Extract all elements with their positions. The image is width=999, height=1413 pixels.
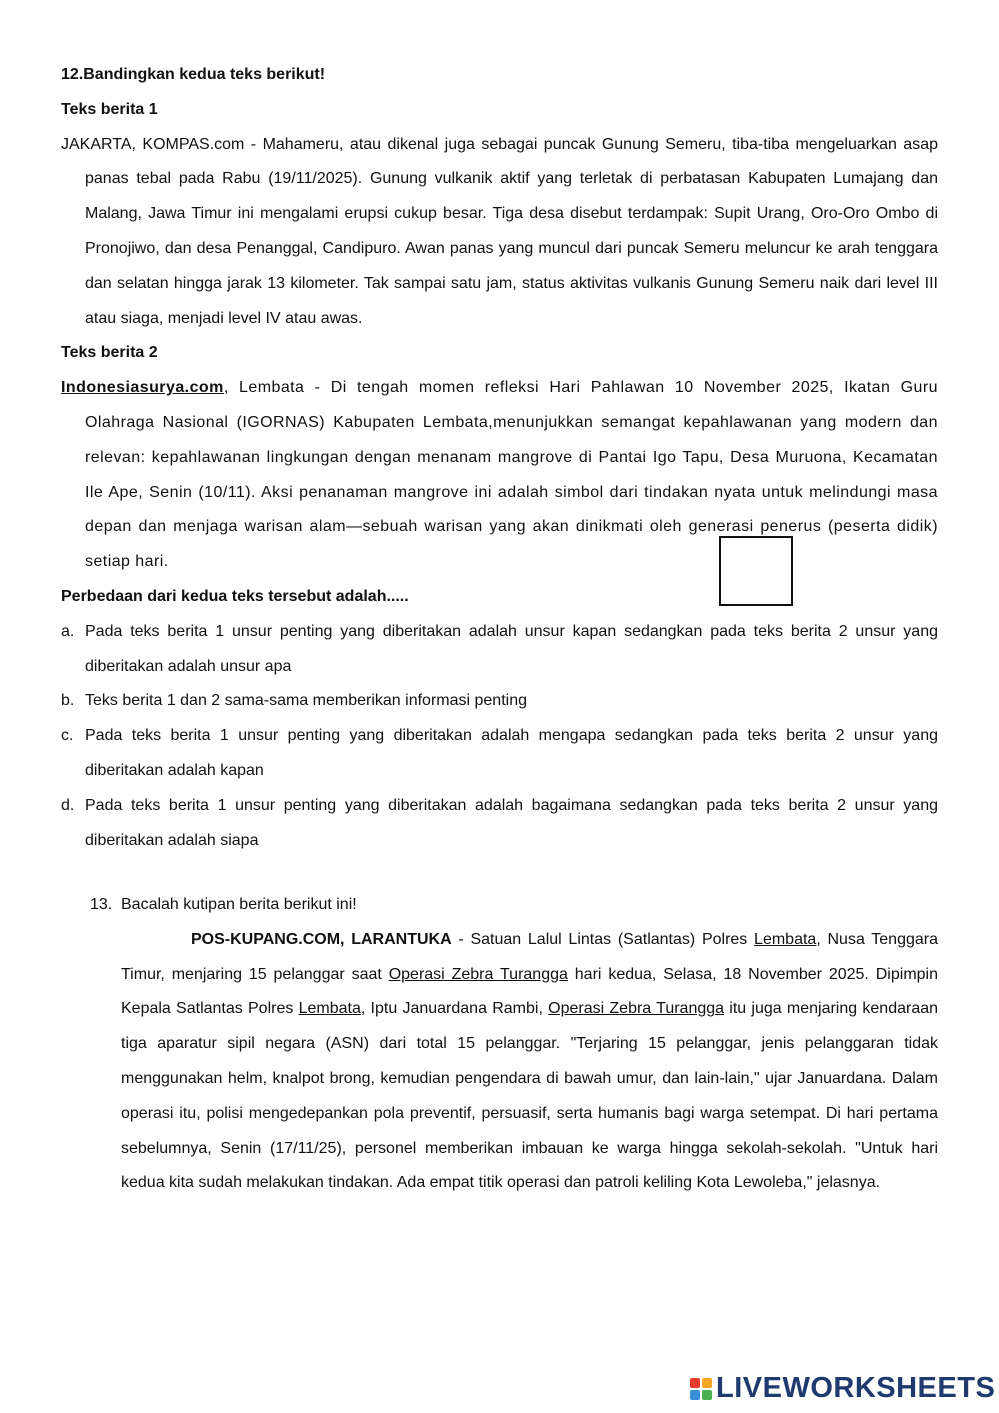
news-excerpt-part-5: itu juga menjaring kendaraan tiga aparatur sipil negara (ASN) dari total 15 pelanggar. "Terjaring 15 pelanggar, jenis pelanggaran tidak menggunakan helm, knalpot brong, kemudian pengendara di bawah umur, dan lain-lain," ujar Januardana. Dalam operasi itu, polisi mengedepankan pola preventif, persuasif, serta humanis bagi warga setempat. Di hari pertama sebelumnya, Senin (17/11/25), personel memberikan imbauan ke warga hingga sekolah-sekolah. "Untuk hari kedua kita sudah melakukan tindakan. Ada empat titik operasi dan patroli keliling Kota Lewoleba," jelasnya. bbox=[121, 1000, 939, 1192]
option-d-letter: d. bbox=[61, 796, 75, 814]
option-d bbox=[61, 789, 938, 859]
question-12-prompt: Perbedaan dari kedua teks tersebut adalah..... bbox=[61, 587, 409, 605]
news-text-2-content: , Lembata - Di tengah momen refleksi Hari Pahlawan 10 November 2025, Ikatan Guru Olahraga Nasional (IGORNAS) Kabupaten Lembata,menunjukkan semangat kepahlawanan yang modern dan relevan: kepahlawanan lingkungan dengan menanam mangrove di Pantai Igo Tapu, Desa Muruona, Kecamatan Ile Ape, Senin (10/11). Aksi penanaman mangrove ini adalah simbol dari tindakan nyata untuk melindungi masa depan dan menjaga warisan alam—sebuah warisan yang akan dinikmati oleh generasi penerus (peserta didik) setiap hari. bbox=[85, 379, 938, 571]
news-excerpt-part-3: hari kedua, Selasa, 18 November 2025. Dipimpin Kepala Satlantas Polres bbox=[121, 965, 938, 1018]
question-12-options bbox=[61, 615, 938, 859]
option-c-text: Pada teks berita 1 unsur penting yang diberitakan adalah mengapa sedangkan pada teks berita 2 unsur yang diberitakan adalah kapan bbox=[85, 727, 938, 779]
option-d-text: Pada teks berita 1 unsur penting yang diberitakan adalah bagaimana sedangkan pada teks berita 2 unsur yang diberitakan adalah siapa bbox=[85, 796, 938, 849]
question-13-heading: Bacalah kutipan berita berikut ini! bbox=[121, 896, 357, 913]
link-operasi-zebra-2[interactable]: Operasi Zebra Turangga bbox=[548, 1000, 725, 1018]
news-text-1-body: JAKARTA, KOMPAS.com - Mahameru, atau dikenal juga sebagai puncak Gunung Semeru, tiba-tiba mengeluarkan asap panas tebal pada Rabu (19/11/2025). Gunung vulkanik aktif yang terletak di perbatasan Kabupaten Lumajang dan Malang, Jawa Timur ini mengalami erupsi cukup besar. Tiga desa disebut terdampak: Supit Urang, Oro-Oro Ombo di Pronojiwo, dan desa Penanggal, Candipuro. Awan panas yang muncul dari puncak Semeru meluncur ke arah tenggara dan selatan hingga jarak 13 kilometer. Tak sampai satu jam, status aktivitas vulkanis Gunung Semeru naik dari level III atau siaga, menjadi level IV atau awas. bbox=[61, 135, 938, 327]
question-12 bbox=[61, 58, 938, 858]
logo-square-1 bbox=[690, 1378, 700, 1388]
news-text-2-body bbox=[61, 371, 938, 580]
link-lembata-2[interactable]: Lembata bbox=[298, 1000, 361, 1018]
option-c-letter: c. bbox=[61, 727, 74, 745]
option-c bbox=[61, 719, 938, 789]
question-12-heading: 12.Bandingkan kedua teks berikut! bbox=[61, 66, 326, 83]
news-text-2-source: Indonesiasurya.com bbox=[61, 379, 224, 397]
question-13 bbox=[90, 888, 938, 1201]
news-text-1-title: Teks berita 1 bbox=[61, 100, 158, 118]
news-excerpt-part-4: , Iptu Januardana Rambi, bbox=[360, 1000, 549, 1018]
news-excerpt-part-2: , Nusa Tenggara Timur, menjaring 15 pelanggar saat bbox=[121, 930, 939, 983]
news-excerpt-source: POS-KUPANG.COM, LARANTUKA bbox=[191, 930, 452, 948]
logo-square-3 bbox=[690, 1390, 700, 1400]
option-b bbox=[61, 684, 938, 719]
logo-square-2 bbox=[702, 1378, 712, 1388]
news-excerpt-13 bbox=[121, 923, 938, 1201]
news-text-2-title: Teks berita 2 bbox=[61, 344, 158, 362]
liveworksheets-logo-icon bbox=[690, 1378, 712, 1400]
logo-square-4 bbox=[702, 1390, 712, 1400]
option-b-text: Teks berita 1 dan 2 sama-sama memberikan informasi penting bbox=[85, 692, 527, 710]
question-13-heading-row bbox=[90, 888, 938, 923]
news-excerpt-part-1: - Satuan Lalul Lintas (Satlantas) Polres bbox=[451, 930, 755, 948]
option-b-letter: b. bbox=[61, 692, 75, 710]
option-a-letter: a. bbox=[61, 622, 75, 640]
link-lembata-1[interactable]: Lembata bbox=[754, 930, 817, 948]
question-13-number: 13. bbox=[90, 896, 113, 913]
option-a-text: Pada teks berita 1 unsur penting yang diberitakan adalah unsur kapan sedangkan pada teks berita 2 unsur yang diberitakan adalah unsur apa bbox=[85, 622, 938, 675]
liveworksheets-logo-text: LIVEWORKSHEETS bbox=[716, 1372, 996, 1404]
answer-box-q12[interactable] bbox=[719, 536, 793, 606]
link-operasi-zebra-1[interactable]: Operasi Zebra Turangga bbox=[388, 965, 568, 983]
option-a bbox=[61, 615, 938, 685]
liveworksheets-logo bbox=[690, 1372, 995, 1405]
